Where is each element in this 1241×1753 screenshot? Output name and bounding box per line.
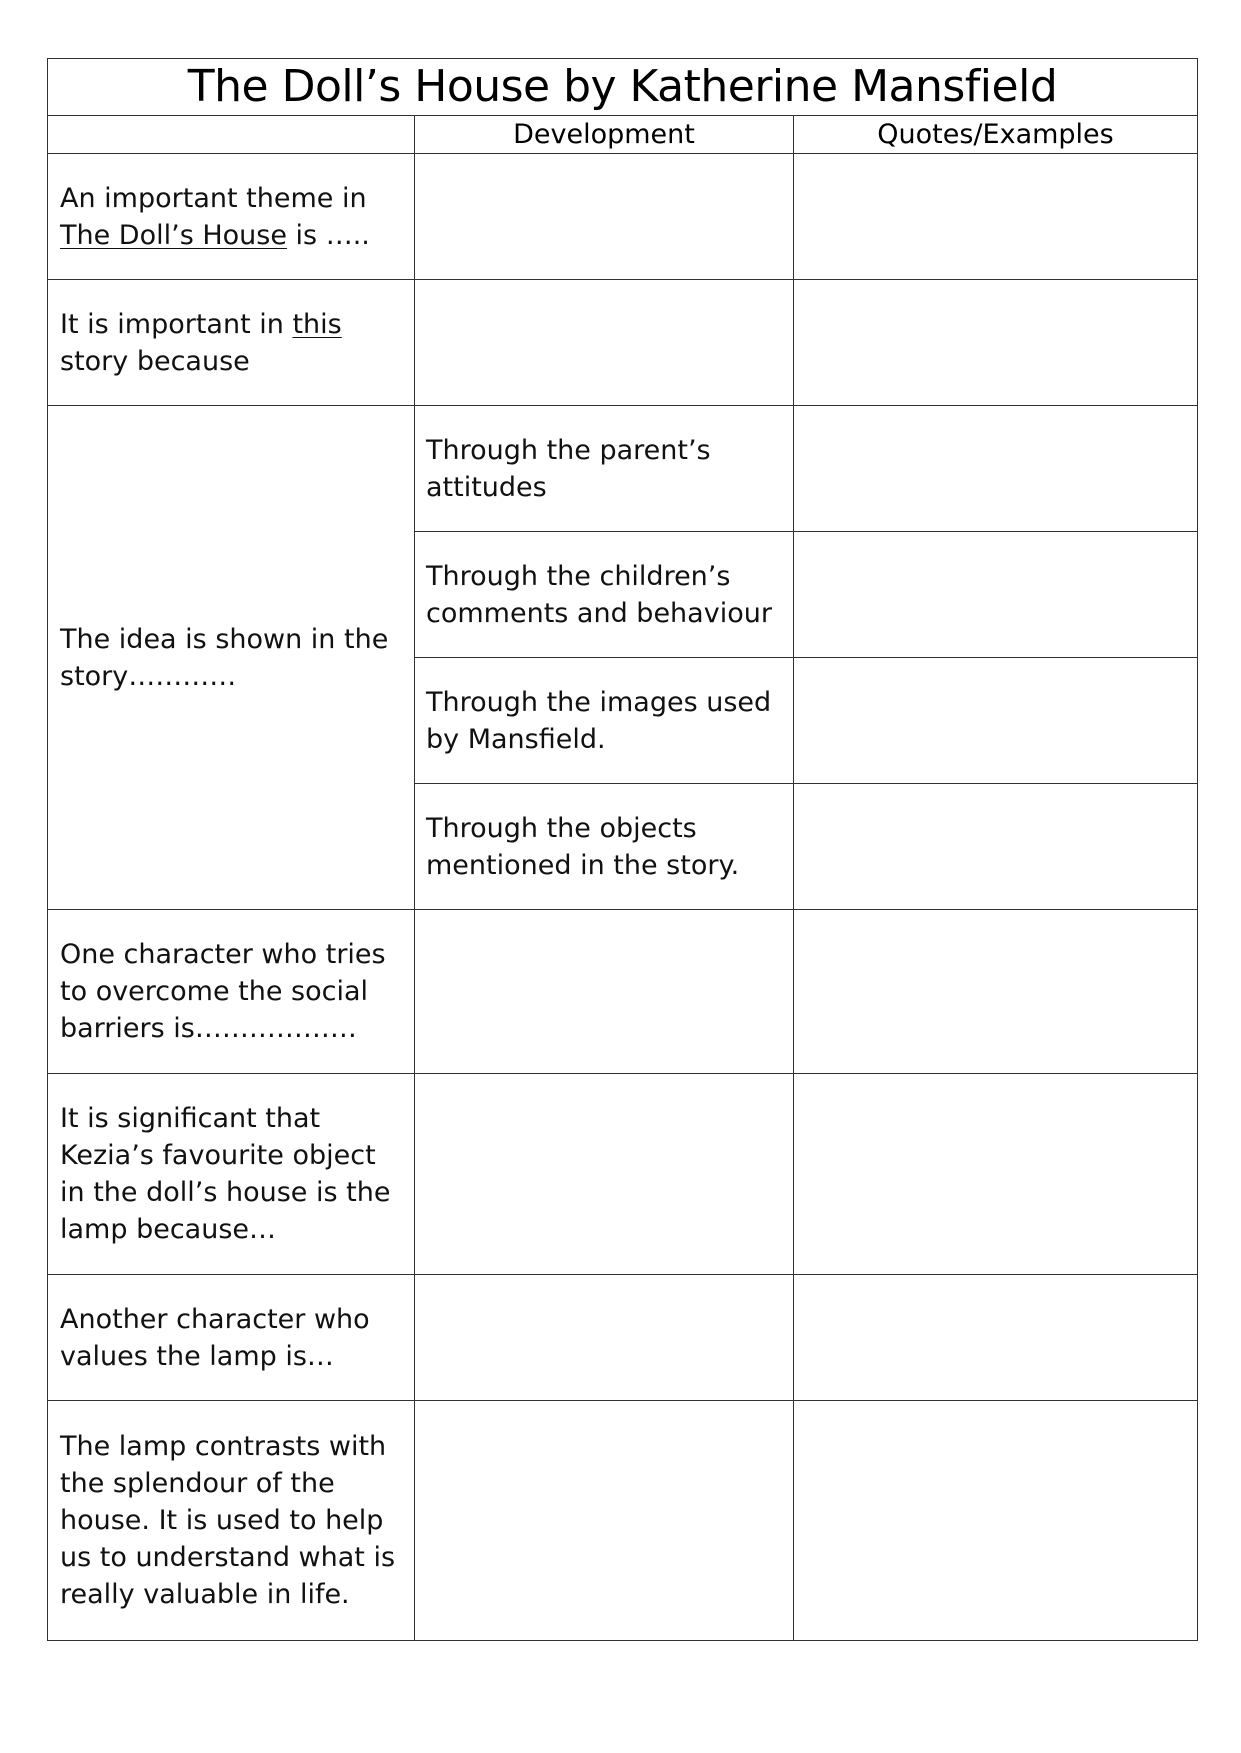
header-quotes-examples: Quotes/Examples: [794, 116, 1198, 154]
prompt-another-character: Another character who values the lamp is…: [48, 1275, 415, 1401]
worksheet-table: [47, 58, 1198, 1641]
prompt-importance: [48, 280, 415, 406]
answer-method-images-quotes[interactable]: [794, 658, 1198, 784]
answer-character-overcome-quotes[interactable]: [794, 910, 1198, 1074]
method-parents: Through the parent’s attitudes: [415, 406, 794, 532]
prompt-theme-before: An important theme in: [60, 182, 367, 214]
method-images: Through the images used by Mansfield.: [415, 658, 794, 784]
prompt-importance-emphasis: this: [292, 308, 342, 340]
answer-another-character-quotes[interactable]: [794, 1275, 1198, 1401]
answer-another-character-development[interactable]: [415, 1275, 794, 1401]
answer-importance-quotes[interactable]: [794, 280, 1198, 406]
prompt-importance-before: It is important in: [60, 308, 293, 340]
answer-lamp-significance-quotes[interactable]: [794, 1074, 1198, 1275]
row-importance: [48, 280, 1198, 406]
answer-character-overcome-development[interactable]: [415, 910, 794, 1074]
answer-lamp-contrast-quotes[interactable]: [794, 1401, 1198, 1641]
prompt-theme: [48, 154, 415, 280]
answer-method-objects-quotes[interactable]: [794, 784, 1198, 910]
header-development: Development: [415, 116, 794, 154]
answer-method-parents-quotes[interactable]: [794, 406, 1198, 532]
prompt-lamp-contrast: The lamp contrasts with the splendour of the house. It is used to help us to understand what is really valuable in life.: [48, 1401, 415, 1641]
prompt-idea-shown: The idea is shown in the story…………: [48, 406, 415, 910]
method-children: Through the children’s comments and behaviour: [415, 532, 794, 658]
answer-lamp-contrast-development[interactable]: [415, 1401, 794, 1641]
row-theme: [48, 154, 1198, 280]
answer-lamp-significance-development[interactable]: [415, 1074, 794, 1275]
header-blank: [48, 116, 415, 154]
prompt-lamp-significance: It is significant that Kezia’s favourite object in the doll’s house is the lamp because…: [48, 1074, 415, 1275]
answer-theme-quotes[interactable]: [794, 154, 1198, 280]
answer-importance-development[interactable]: [415, 280, 794, 406]
method-objects: Through the objects mentioned in the story.: [415, 784, 794, 910]
prompt-theme-title: The Doll’s House: [60, 219, 287, 251]
title-row: [48, 59, 1198, 116]
row-another-character: [48, 1275, 1198, 1401]
answer-theme-development[interactable]: [415, 154, 794, 280]
worksheet-title: The Doll’s House by Katherine Mansfield: [48, 59, 1198, 116]
prompt-theme-after: is …..: [286, 219, 370, 251]
row-character-overcome: [48, 910, 1198, 1074]
row-method-parents: [48, 406, 1198, 532]
row-lamp-contrast: [48, 1401, 1198, 1641]
header-row: [48, 116, 1198, 154]
row-lamp-significance: [48, 1074, 1198, 1275]
answer-method-children-quotes[interactable]: [794, 532, 1198, 658]
prompt-importance-after: story because: [60, 345, 250, 377]
prompt-character-overcome: One character who tries to overcome the social barriers is………………: [48, 910, 415, 1074]
